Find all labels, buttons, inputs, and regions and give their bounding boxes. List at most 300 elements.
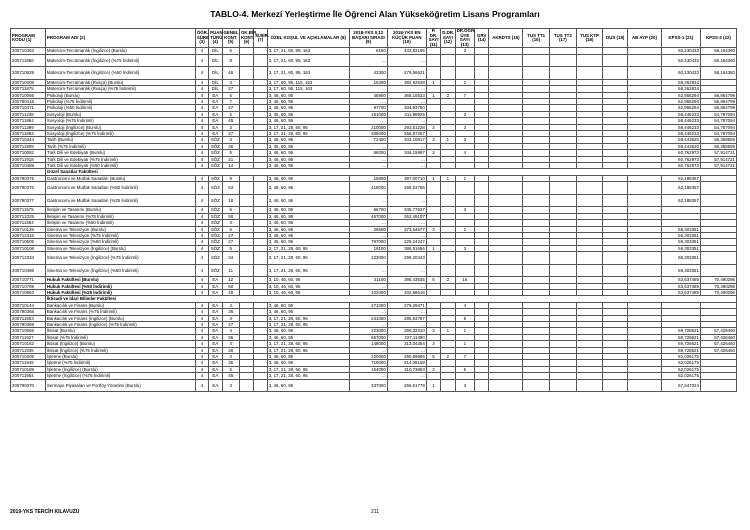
table-cell: 1	[455, 328, 475, 334]
table-cell: ...	[387, 118, 426, 124]
table-cell: 45	[222, 373, 239, 379]
table-cell	[603, 54, 628, 67]
table-cell	[455, 182, 475, 195]
table-cell: 200710144	[11, 302, 46, 308]
table-cell: 4	[195, 341, 208, 347]
table-cell: 3	[455, 207, 475, 213]
table-cell: 15800	[349, 175, 387, 181]
table-cell: 6	[222, 207, 239, 213]
table-cell	[576, 379, 603, 392]
table-cell: 4	[195, 239, 208, 245]
table-cell: 223000	[349, 252, 387, 265]
table-cell: EA	[209, 283, 222, 289]
table-cell: 3, 46, 60, 95	[267, 328, 349, 334]
table-cell: 57,914721	[700, 163, 736, 169]
table-cell: İşletme (Burslu)	[45, 354, 195, 360]
table-cell: EA	[209, 92, 222, 98]
table-cell: 4	[195, 334, 208, 340]
table-cell: 62,188357	[661, 175, 700, 181]
table-cell: 60,762973	[661, 156, 700, 162]
table-cell: 4	[195, 124, 208, 130]
table-cell: 59,728621	[661, 328, 700, 334]
column-header: AB AYP (20)	[628, 29, 662, 48]
table-cell: 337000	[349, 379, 387, 392]
table-cell: 3, 10, 46, 60, 95	[267, 283, 349, 289]
table-cell	[239, 194, 253, 207]
table-cell: 57,426460	[700, 334, 736, 340]
table-cell: Sinema ve Televizyon (Burslu)	[45, 226, 195, 232]
table-cell: 46900	[349, 92, 387, 98]
table-cell: ...	[387, 373, 426, 379]
table-cell: 335000	[349, 131, 387, 137]
table-cell	[239, 252, 253, 265]
table-cell: 36	[222, 360, 239, 366]
table-cell: 15300	[349, 79, 387, 85]
table-cell: 45	[222, 118, 239, 124]
table-cell: 716000	[349, 360, 387, 366]
table-cell: 46	[222, 67, 239, 80]
table-cell	[523, 264, 550, 277]
table-cell: 368,16533	[387, 92, 426, 98]
table-cell: 3, 17, 21, 60, 95, 163	[267, 54, 349, 67]
table-cell: 36	[222, 143, 239, 149]
table-cell	[489, 379, 523, 392]
table-cell: ...	[387, 99, 426, 105]
table-cell: 3, 17, 21, 28, 60, 95	[267, 321, 349, 327]
table-cell	[523, 194, 550, 207]
table-cell: İşletme (İngilizce) (Burslu)	[45, 366, 195, 372]
table-cell	[603, 379, 628, 392]
table-cell: 56,164360	[700, 67, 736, 80]
table-cell	[239, 182, 253, 195]
table-cell: EA	[209, 111, 222, 117]
table-cell: Türk Dili ve Edebiyatı (Burslu)	[45, 150, 195, 156]
table-cell	[254, 182, 267, 195]
table-cell	[239, 54, 253, 67]
table-cell: 4	[222, 328, 239, 334]
table-cell: SÖZ	[209, 175, 222, 181]
table-cell: Sinema ve Televizyon (İngilizce) (Burslu)	[45, 245, 195, 251]
table-cell: 3, 46, 60, 95	[267, 213, 349, 219]
table-cell: EA	[209, 309, 222, 315]
table-cell: Sosyoloji (İngilizce) (%75 İndirimli)	[45, 131, 195, 137]
table-cell: 3	[222, 124, 239, 130]
table-cell: 4	[195, 118, 208, 124]
table-cell: 27	[222, 239, 239, 245]
table-cell: 3, 17, 21, 28, 60, 95	[267, 124, 349, 130]
table-cell	[254, 264, 267, 277]
table-cell: 3, 46, 60, 95	[267, 137, 349, 143]
table-cell: 26500	[349, 226, 387, 232]
table-cell	[475, 182, 489, 195]
table-cell: EA	[209, 328, 222, 334]
table-cell	[254, 194, 267, 207]
table-cell: 7	[222, 99, 239, 105]
table-cell: İletişim ve Tasarımı (%75 İndirimli)	[45, 213, 195, 219]
table-cell: 3	[222, 315, 239, 321]
table-cell	[576, 194, 603, 207]
program-table	[10, 28, 737, 392]
column-header: D.DR. SAYI (12)	[441, 29, 455, 48]
header-row	[11, 29, 737, 48]
table-cell: Türk Dili ve Edebiyatı (%75 İndirimli)	[45, 156, 195, 162]
table-cell: Bankacılık ve Finans (Burslu)	[45, 302, 195, 308]
table-cell: 4	[195, 99, 208, 105]
table-cell	[628, 379, 662, 392]
table-cell: 3, 17, 21, 28, 60, 95	[267, 315, 349, 321]
table-cell: 60,762973	[661, 150, 700, 156]
table-cell: İktisat (İngilizce) (%75 İndirimli)	[45, 347, 195, 353]
table-cell: 3, 17, 21, 28, 60, 95	[267, 347, 349, 353]
table-cell: 27	[222, 131, 239, 137]
table-cell: 279,29471	[387, 302, 426, 308]
table-cell: 18	[222, 194, 239, 207]
table-cell: DİL	[209, 67, 222, 80]
table-cell: 59,303351	[661, 245, 700, 251]
table-cell: 343,10817	[387, 137, 426, 143]
table-cell: 4	[195, 321, 208, 327]
table-cell: ...	[349, 156, 387, 162]
table-cell: 200712316	[11, 232, 46, 238]
table-cell: 3, 46, 60, 95	[267, 163, 349, 169]
table-cell: 200710189	[11, 366, 46, 372]
table-cell: DİL	[209, 48, 222, 54]
table-cell: 313,04354	[387, 341, 426, 347]
column-header: PROGRAM KODU (1)	[11, 29, 46, 48]
table-cell	[475, 379, 489, 392]
table-cell: 16100	[349, 245, 387, 251]
table-cell: 5	[222, 245, 239, 251]
table-cell: 58,446233	[661, 111, 700, 117]
column-header: ÖZEL KOŞUL VE AÇIKLAMALAR (8)	[267, 29, 349, 48]
table-cell: 4	[195, 143, 208, 149]
table-row	[11, 264, 737, 277]
table-cell: 54,787094	[700, 131, 736, 137]
table-cell	[603, 194, 628, 207]
program-table-wrapper	[10, 28, 737, 392]
table-cell: 1	[426, 175, 440, 181]
footer-guide-title: 2019-YKS TERCİH KILAVUZU	[10, 509, 80, 515]
table-cell: 102000	[349, 289, 387, 295]
table-cell: Gastronomi ve Mutfak Sanatları (Burslu)	[45, 175, 195, 181]
table-cell: 4	[195, 252, 208, 265]
table-cell: 4	[195, 194, 208, 207]
table-cell: DİL	[209, 54, 222, 67]
column-header: TUS TT1 (16)	[523, 29, 550, 48]
table-cell: 5	[426, 354, 440, 360]
table-cell: 6	[222, 48, 239, 54]
table-cell: 310,73653	[387, 366, 426, 372]
table-cell: 4	[195, 182, 208, 195]
table-cell	[550, 67, 577, 80]
table-cell: 3	[222, 79, 239, 85]
column-header: KPSS-1 (21)	[661, 29, 700, 48]
table-cell: 3, 46, 60, 95	[267, 92, 349, 98]
table-cell: Psikoloji (%75 İndirimli)	[45, 99, 195, 105]
table-cell: 3	[455, 48, 475, 54]
table-cell: SÖZ	[209, 239, 222, 245]
table-cell: 220000	[349, 354, 387, 360]
table-cell: İktisat (İngilizce) (Burslu)	[45, 341, 195, 347]
table-cell	[475, 54, 489, 67]
table-cell: 200711909	[11, 143, 46, 149]
table-cell: İktisat (%75 İndirimli)	[45, 334, 195, 340]
table-cell: 2	[426, 124, 440, 130]
table-cell: SÖZ	[209, 264, 222, 277]
table-cell: 3, 46, 60, 95	[267, 105, 349, 111]
table-cell: 56,864799	[700, 105, 736, 111]
table-cell: 4	[195, 289, 208, 295]
table-cell: 97700	[349, 105, 387, 111]
table-cell: 200790368	[11, 309, 46, 315]
table-cell: 3, 46, 60, 95	[267, 239, 349, 245]
table-cell: 200711927	[11, 334, 46, 340]
table-cell: Mütercim-Tercümanlık (Rusça) (Burslu)	[45, 79, 195, 85]
table-cell: 4	[195, 309, 208, 315]
table-cell: Sermaye Piyasaları ve Portföy Yönetimi (Burslu)	[45, 379, 195, 392]
table-cell	[489, 194, 523, 207]
table-cell	[700, 264, 736, 277]
table-cell: SÖZ	[209, 252, 222, 265]
table-cell: 3	[222, 379, 239, 392]
table-cell	[441, 379, 455, 392]
table-cell	[700, 379, 736, 392]
table-cell: DİL	[209, 79, 222, 85]
table-cell: 2	[426, 137, 440, 143]
table-cell	[628, 252, 662, 265]
table-cell: 36	[222, 334, 239, 340]
table-cell: 56,164360	[700, 48, 736, 54]
table-cell	[455, 194, 475, 207]
table-cell: 200711866	[11, 54, 46, 67]
column-header: GENEL KONT. (5)	[222, 29, 239, 48]
table-cell: 4	[195, 379, 208, 392]
column-header: AKRDTS (15)	[489, 29, 523, 48]
table-cell	[700, 194, 736, 207]
faculty-section-title: Güzel Sanatlar Fakültesi	[45, 169, 736, 175]
table-cell: ...	[349, 143, 387, 149]
table-cell: 16	[455, 277, 475, 283]
column-header: GRV (14)	[475, 29, 489, 48]
table-cell: EA	[209, 289, 222, 295]
table-cell: 62,188357	[661, 194, 700, 207]
table-cell: 60,130433	[661, 48, 700, 54]
table-cell: 62,188357	[661, 182, 700, 195]
table-cell: ...	[387, 309, 426, 315]
table-cell: 1	[426, 79, 440, 85]
table-cell	[628, 54, 662, 67]
table-cell: 2	[455, 226, 475, 232]
table-cell: 4	[195, 79, 208, 85]
table-cell: 4	[195, 264, 208, 277]
table-cell: ...	[349, 373, 387, 379]
table-cell: EA	[209, 277, 222, 283]
table-cell: 6	[222, 226, 239, 232]
table-cell: 59,303351	[661, 226, 700, 232]
table-cell: 2	[426, 150, 440, 156]
table-cell: 6150	[349, 48, 387, 54]
table-cell	[489, 264, 523, 277]
table-cell: 200710065	[11, 92, 46, 98]
table-cell: ...	[387, 156, 426, 162]
table-cell: EA	[209, 373, 222, 379]
table-cell: ...	[349, 194, 387, 207]
table-cell: 57,426460	[700, 341, 736, 347]
table-cell: SÖZ	[209, 207, 222, 213]
table-cell: 59,728621	[661, 334, 700, 340]
table-cell	[441, 67, 455, 80]
table-cell: ...	[387, 220, 426, 226]
table-cell	[239, 379, 253, 392]
table-cell: 200710489	[11, 163, 46, 169]
table-cell: 200710656	[11, 328, 46, 334]
table-cell	[426, 252, 440, 265]
table-cell	[603, 182, 628, 195]
table-cell: 432,83195	[387, 48, 426, 54]
table-cell: 57,426460	[700, 347, 736, 353]
table-cell	[441, 194, 455, 207]
table-cell: 200711893	[11, 131, 46, 137]
table-cell: 27	[222, 232, 239, 238]
table-cell: 4	[195, 150, 208, 156]
footer-page-number: 211	[371, 509, 379, 515]
table-cell: 200710108	[11, 245, 46, 251]
table-cell: EA	[209, 366, 222, 372]
table-cell: 200711875	[11, 86, 46, 92]
table-cell: 27	[222, 321, 239, 327]
table-cell: 200710408	[11, 79, 46, 85]
table-cell: SÖZ	[209, 232, 222, 238]
table-cell: 58,362834	[661, 79, 700, 85]
table-cell: 56,358559	[700, 137, 736, 143]
table-cell: 3, 46, 60, 95	[267, 194, 349, 207]
table-cell: 70,490296	[700, 289, 736, 295]
table-cell: 229,24247	[387, 239, 426, 245]
table-cell: 54,787094	[700, 124, 736, 130]
table-cell: 4	[195, 220, 208, 226]
table-cell: Hukuk Fakültesi (Burslu)	[45, 277, 195, 283]
table-cell: Bankacılık ve Finans (İngilizce) (%75 İndirimli)	[45, 321, 195, 327]
table-cell: ...	[349, 99, 387, 105]
table-cell: 290,89685	[387, 354, 426, 360]
table-cell: 200711248	[11, 111, 46, 117]
table-cell: EA	[209, 379, 222, 392]
table-cell: 4	[222, 341, 239, 347]
table-cell: 4	[195, 328, 208, 334]
table-cell	[441, 252, 455, 265]
table-cell	[455, 67, 475, 80]
table-cell	[550, 264, 577, 277]
table-cell: 60	[222, 283, 239, 289]
column-header: PROGRAM ADI (2)	[45, 29, 195, 48]
table-cell: ...	[387, 232, 426, 238]
table-cell: 3, 46, 60, 95	[267, 156, 349, 162]
column-header: OK.BİR. KONT. (6)	[239, 29, 253, 48]
table-cell	[576, 67, 603, 80]
table-cell: 148000	[349, 341, 387, 347]
table-cell: 1	[426, 245, 440, 251]
table-cell	[700, 252, 736, 265]
table-cell: 4	[195, 354, 208, 360]
table-cell: 4	[195, 131, 208, 137]
table-cell	[489, 54, 523, 67]
table-cell: ...	[349, 321, 387, 327]
table-cell: Mütercim-Tercümanlık (Rusça) (%75 İndirimli)	[45, 86, 195, 92]
table-cell: Tarih (Burslu)	[45, 137, 195, 143]
table-cell: 3, 17, 21, 28, 60, 95	[267, 252, 349, 265]
table-cell: 467000	[349, 213, 387, 219]
table-cell	[523, 54, 550, 67]
table-cell	[628, 264, 662, 277]
table-cell: 797000	[349, 239, 387, 245]
column-header: DR.ÖĞR. ÜYE SAYI (13)	[456, 28, 476, 47]
table-cell	[254, 252, 267, 265]
table-cell: 293,51228	[387, 124, 426, 130]
table-cell: Psikoloji (Burslu)	[45, 92, 195, 98]
table-cell: 279,56621	[387, 67, 426, 80]
table-cell: İktisat (Burslu)	[45, 328, 195, 334]
table-cell: SÖZ	[209, 163, 222, 169]
table-cell: 4	[222, 220, 239, 226]
table-cell: 54,787094	[700, 118, 736, 124]
table-cell: 3, 46, 60, 95	[267, 379, 349, 392]
table-cell: 200710363	[11, 48, 46, 54]
table-cell: 12	[222, 277, 239, 283]
table-cell	[523, 379, 550, 392]
table-cell: 4	[195, 207, 208, 213]
table-cell: 299,20443	[387, 252, 426, 265]
table-cell: 2	[455, 79, 475, 85]
column-header: 2018-YKS EN KÜÇÜK PUAN (10)	[387, 29, 426, 48]
table-cell: 3, 17, 21, 60, 95, 163	[267, 48, 349, 54]
table-cell: ...	[387, 54, 426, 67]
table-cell: EA	[209, 321, 222, 327]
table-cell: 4	[195, 360, 208, 366]
table-cell: 262,49107	[387, 213, 426, 219]
table-cell	[254, 67, 267, 80]
table-cell: 66000	[349, 150, 387, 156]
table-cell: 373,54577	[387, 226, 426, 232]
table-cell: 59,443620	[661, 143, 700, 149]
table-cell: 200790375	[11, 175, 46, 181]
table-cell	[475, 67, 489, 80]
table-cell: DİL	[209, 86, 222, 92]
table-cell: ...	[349, 54, 387, 67]
table-cell: SÖZ	[209, 156, 222, 162]
table-cell	[441, 264, 455, 277]
table-cell: 4	[195, 366, 208, 372]
table-cell: 4	[195, 86, 208, 92]
table-cell: 266,87257	[387, 131, 426, 137]
table-cell	[455, 252, 475, 265]
table-cell: 4	[195, 302, 208, 308]
table-cell: 5	[426, 277, 440, 283]
table-cell: 4	[195, 315, 208, 321]
table-cell: 200790376	[11, 182, 46, 195]
table-cell: 200711399	[11, 124, 46, 130]
table-cell: ...	[349, 347, 387, 353]
table-cell: ...	[387, 194, 426, 207]
table-cell	[523, 182, 550, 195]
table-cell: 59,303351	[661, 232, 700, 238]
table-cell: 56,358559	[700, 143, 736, 149]
table-cell: 2	[441, 277, 455, 283]
table-cell: 3, 17, 21, 28, 60, 95	[267, 341, 349, 347]
table-cell: 3, 46, 60, 95	[267, 143, 349, 149]
table-cell	[576, 252, 603, 265]
table-cell: EA	[209, 315, 222, 321]
table-cell: 3, 46, 60, 95	[267, 220, 349, 226]
